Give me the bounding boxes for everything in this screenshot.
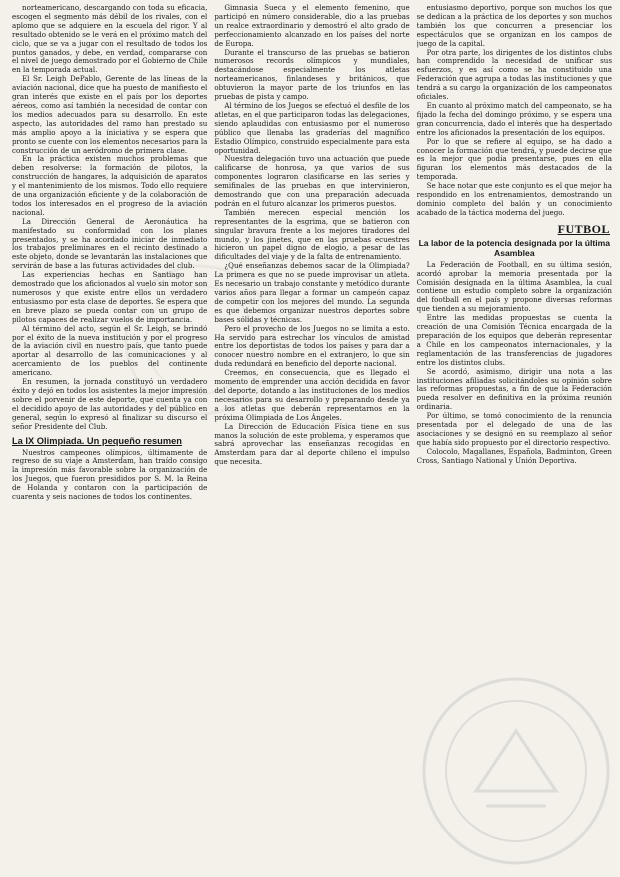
middle-paragraph: Gimnasia Sueca y el elemento femenino, que participó en número considerable, dio a las pruebas un realce extraordinario y demostró el alto grado de perfeccionamiento alcanzado en los países del norte de Europa. xyxy=(214,4,410,48)
right-paragraph: En cuanto al próximo match del campeonato, se ha fijado la fecha del domingo próximo, y se espera una gran concurrencia, dado el interés que ha despertado entre los aficionados la presentación de los equipos. xyxy=(416,100,612,137)
right-paragraph: entusiasmo deportivo, porque son muchos los que se dedican a la práctica de los deportes y son muchos también los que concurren a presenciar los espectáculos que se organizan en los campos de juego de la capital. xyxy=(416,4,612,48)
middle-paragraph: También merecen especial mención los representantes de la esgrima, que se batieron con singular bravura frente a los mejores tiradores del mundo, y los jinetes, que en las pruebas ecuestres hicieron un papel digno de elogio, a pesar de las dificultades del viaje y de la falta de entrenamiento. xyxy=(214,207,410,262)
middle-paragraph: ¿Qué enseñanzas debemos sacar de la Olimpiada? La primera es que no se puede improvisar un atleta. Es necesario un trabajo constante y metódico durante varios años para llegar a formar un campeón capaz de competir con los mejores del mundo. La segunda es que debemos organizar nuestros deportes sobre bases sólidas y técnicas. xyxy=(214,261,410,324)
column-left xyxy=(12,4,207,870)
left-paragraph: En la práctica existen muchos problemas que deben resolverse: la formación de pilotos, la construcción de hangares, la adquisición de aparatos y el mantenimiento de los mismos. Todo ello requiere de una organización eficiente y de la colaboración de todos los interesados en el progreso de la aviación nacional. xyxy=(12,154,208,217)
column-middle xyxy=(214,4,409,870)
right-paragraph: Se hace notar que este conjunto es el que mejor ha respondido en los entrenamientos, demostrando un dominio completo del balón y un conocimiento acabado de la táctica moderna del juego. xyxy=(416,181,612,217)
left-paragraph: El Sr. Leigh DePablo, Gerente de las líneas de la aviación nacional, dice que ha puesto de manifiesto el gran interés que existe en el país por los deportes aéreos, como así también la necesidad de contar con los medios adecuados para su desarrollo. En este aspecto, las autoridades del ramo han prestado su más amplio apoyo a la iniciativa y se espera que pronto se cuente con los elementos necesarios para la construcción de un aeródromo de primera clase. xyxy=(12,74,208,155)
middle-paragraph: Nuestra delegación tuvo una actuación que puede calificarse de honrosa, ya que varios de sus componentes lograron clasificarse en las series y semifinales de las pruebas en que intervinieron, demostrando que con una preparación adecuada podrán en el futuro alcanzar los primeros puestos. xyxy=(214,154,410,208)
right-paragraph: Entre las medidas propuestas se cuenta la creación de una Comisión Técnica encargada de la preparación de los equipos que deberán representar a Chile en los campeonatos internacionales, y la reglamentación de las transferencias de jugadores entre los distintos clubs. xyxy=(416,313,612,367)
middle-paragraph: Durante el transcurso de las pruebas se batieron numerosos records olímpicos y mundiales, destacándose especialmente los atletas norteamericanos, finlandeses y británicos, que obtuvieron la mayor parte de los triunfos en las pruebas de pista y campo. xyxy=(214,47,410,102)
right-paragraph: La Federación de Football, en su última sesión, acordó aprobar la memoria presentada por la Comisión designada en la última Asamblea, la cual contiene un estudio completo sobre la organización del football en el país y propone diversas reformas que tienden a su mejoramiento. xyxy=(416,259,612,314)
section-title: FUTBOL xyxy=(557,221,610,236)
middle-paragraph: Al término de los Juegos se efectuó el desfile de los atletas, en el que participaron todas las delegaciones, siendo aplaudidas con entusiasmo por el numeroso público que llenaba las graderías del magnífico Estadio Olímpico, construido especialmente para esta oportunidad. xyxy=(214,100,410,155)
left-paragraph: Las experiencias hechas en Santiago han demostrado que los aficionados al vuelo sin motor son numerosos y que existe entre ellos un verdadero entusiasmo por esta clase de deportes. Se espera que en breve plazo se pueda contar con un grupo de pilotos capaces de realizar vuelos de importancia. xyxy=(12,270,208,324)
middle-paragraph: Pero el provecho de los Juegos no se limita a esto. Ha servido para estrechar los vínculos de amistad entre los deportistas de todos los países y para dar a conocer nuestro nombre en el extranjero, lo que sin duda redundará en beneficio del deporte nacional. xyxy=(214,323,410,369)
column-right xyxy=(417,4,612,870)
left-paragraph: Nuestros campeones olímpicos, últimamente de regreso de su viaje a Amsterdam, han traído consigo la impresión más favorable sobre la organización de los Juegos, que fueron presididos por S. M. la Reina de Holanda y contaron con la participación de cuarenta y seis naciones de todos los continentes. xyxy=(12,447,208,502)
middle-paragraph: Creemos, en consecuencia, que es llegado el momento de emprender una acción decidida en favor del deporte, dotando a las instituciones de los medios necesarios para su desarrollo y preparando desde ya a los atletas que deberán representarnos en la próxima Olimpiada de Los Ángeles. xyxy=(214,368,410,422)
newspaper-page xyxy=(12,4,612,870)
right-paragraph: Por lo que se refiere al equipo, se ha dado a conocer la formación que tendrá, y puede decirse que es la mejor que podía presentarse, pues en ella figuran los elementos más destacados de la temporada. xyxy=(416,136,612,182)
right-paragraph: Por último, se tomó conocimiento de la renuncia presentada por el delegado de una de las asociaciones y se designó en su reemplazo al señor que había sido propuesto por el directorio respectivo. xyxy=(416,411,612,447)
olympiad-headline: La IX Olimpiada. Un pequeño resumen xyxy=(12,435,182,446)
left-paragraph: norteamericano, descargando con toda su eficacia, escogen el segmento más débil de los rivales, con el aplomo que se adquiere en la escuela del rigor. Y al resultado obtenido se le verá en el próximo match del ciclo, que se va a jugar con el resultado de todos los puntos ganados, y debe, en verdad, compararse con el nivel de juego demostrado por el Gobierno de Chile en la temporada actual. xyxy=(12,4,208,75)
right-paragraph: Se acordó, asimismo, dirigir una nota a las instituciones afiliadas solicitándoles su opinión sobre las reformas propuestas, a fin de que la Federación pueda resolver en definitiva en la próxima reunión ordinaria. xyxy=(416,366,612,412)
right-paragraph: Por otra parte, los dirigentes de los distintos clubs han comprendido la necesidad de unificar sus esfuerzos, y es así como se ha constituido una Federación que agrupa a todas las instituciones y que tendrá a su cargo la organización de los campeonatos oficiales. xyxy=(416,47,612,102)
middle-paragraph: La Dirección de Educación Física tiene en sus manos la solución de este problema, y esperamos que sabrá aprovechar las enseñanzas recogidas en Amsterdam para dar al deporte chileno el impulso que necesita. xyxy=(214,421,410,467)
right-paragraph: Colocolo, Magallanes, Española, Badminton, Green Cross, Santiago National y Unión Deportiva. xyxy=(416,446,612,465)
article-subhead: La labor de la potencia designada por la última Asamblea xyxy=(418,237,611,258)
left-paragraph: La Dirección General de Aeronáutica ha manifestado su conformidad con los planes presentados, y se ha acordado iniciar de inmediato los trabajos preliminares en el recinto destinado a este objeto, donde se levantarán las instalaciones que servirán de base a las futuras actividades del club. xyxy=(12,216,208,271)
left-paragraph: En resumen, la jornada constituyó un verdadero éxito y dejó en todos los asistentes la mejor impresión sobre el porvenir de este deporte, que cuenta ya con el decidido apoyo de las autoridades y del público en general, según lo expresó al finalizar su discurso el señor Presidente del Club. xyxy=(12,377,208,431)
left-paragraph: Al término del acto, según el Sr. Leigh, se brindó por el éxito de la nueva institución y por el progreso de la aviación civil en nuestro país, que tanto puede aportar al desarrollo de las comunicaciones y al acercamiento de los pueblos del continente americano. xyxy=(12,323,208,378)
